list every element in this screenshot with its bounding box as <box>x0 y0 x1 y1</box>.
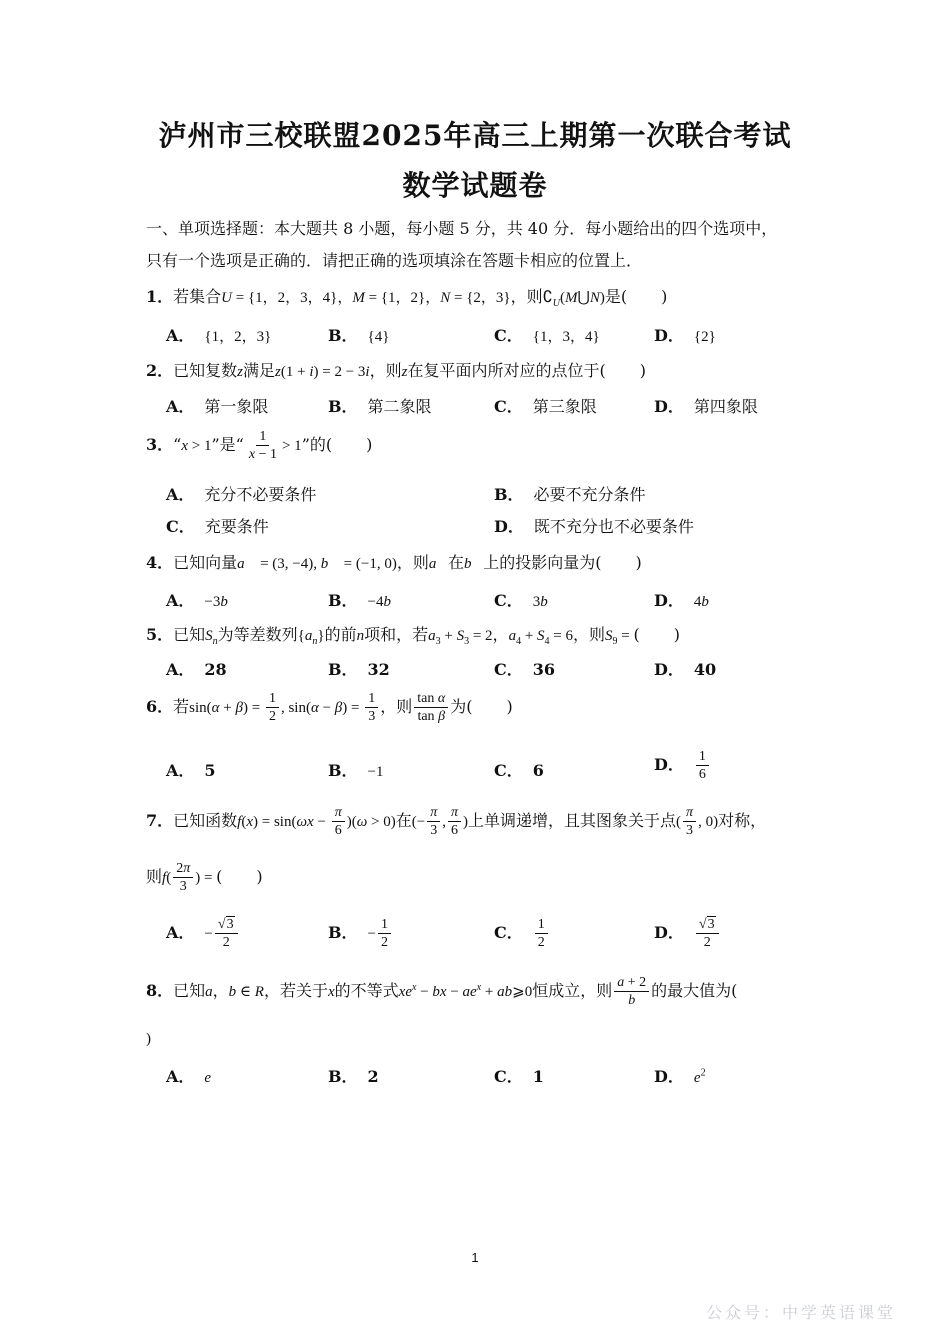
question-number: 1． <box>146 287 174 306</box>
q1-option-b[interactable]: B． {4} <box>328 326 390 345</box>
q4-option-b[interactable]: B． −4b⃗ <box>328 591 403 610</box>
q5-option-a[interactable]: A． 28 <box>166 660 227 679</box>
q3-option-d[interactable]: D． 既不充分也不必要条件 <box>494 517 694 536</box>
q7-option-d[interactable]: D． $\frac{√3}{2}$ <box>654 916 721 951</box>
q1-option-c[interactable]: C． {1，3，4} <box>494 326 600 345</box>
question-4: 4．已知向量a⃗ = (3, −4), b⃗ = (−1, 0)，则a⃗在b⃗上的投影向量为( ) <box>146 553 642 572</box>
question-3: 3．“x > 1”是“ $\frac{1}{x - 1}$ > 1”的( ) <box>146 429 373 462</box>
section-instruction-line2: 只有一个选项是正确的．请把正确的选项填涂在答题卡相应的位置上． <box>146 251 643 270</box>
q1-option-d[interactable]: D． {2} <box>654 326 716 345</box>
question-1: 1．若集合U = {1，2，3，4}，M = {1，2}，N = {2，3}，则$∁_U(M⋃N)$是( ) <box>146 287 668 310</box>
q8-option-d[interactable]: D． $e^2$ <box>654 1067 706 1086</box>
q3-option-a[interactable]: A． 充分不必要条件 <box>166 485 317 504</box>
q1-option-a[interactable]: A． {1，2，3} <box>166 326 272 345</box>
page-subtitle: 数学试题卷 <box>402 169 548 202</box>
question-2: 2．已知复数z满足z(1 + i) = 2 − 3i，则z在复平面内所对应的点位于( ) <box>146 361 646 380</box>
q8-option-c[interactable]: C． 1 <box>494 1067 544 1086</box>
q6-option-c[interactable]: C． 6 <box>494 761 544 780</box>
q2-option-b[interactable]: B． 第二象限 <box>328 397 432 416</box>
q7-option-a[interactable]: A． − $\frac{√3}{2}$ <box>166 916 240 951</box>
question-7-line2: 则f( $\frac{2\pi}{3}$ ) = ( ) <box>146 861 263 894</box>
q4-option-d[interactable]: D． 4b⃗ <box>654 591 721 610</box>
q6-option-b[interactable]: B． −1 <box>328 761 384 780</box>
q5-option-b[interactable]: B． 32 <box>328 660 390 679</box>
q4-option-a[interactable]: A． −3b⃗ <box>166 591 240 610</box>
question-7: 7．已知函数f(x) = sin(ωx − $\frac{\pi}{6}$ )(ω > 0)在(− $\frac{\pi}{3}$ , $\frac{\pi}{6}$ )上单调递增，且其图象关于点( $\frac{\pi}{3}$ , 0)对称， <box>146 805 767 838</box>
q5-option-d[interactable]: D． 40 <box>654 660 717 679</box>
q2-option-c[interactable]: C． 第三象限 <box>494 397 597 416</box>
q3-option-c[interactable]: C． 充要条件 <box>166 517 269 536</box>
page-title: 泸州市三校联盟2025年高三上期第一次联合考试 <box>158 119 792 152</box>
question-6: 6．若sin(α + β) = $\frac{1}{2}$ , sin(α − β) = $\frac{1}{3}$ ，则 $\frac{\text{tan α}}{\text{tan β}}$ 为( ) <box>146 691 513 724</box>
page-number: 1 <box>471 1250 479 1265</box>
q5-option-c[interactable]: C． 36 <box>494 660 556 679</box>
question-8-line2: ) <box>146 1031 151 1047</box>
q2-option-d[interactable]: D． 第四象限 <box>654 397 758 416</box>
q6-option-d[interactable]: D． $\frac{1}{6}$ <box>654 748 711 783</box>
q8-option-b[interactable]: B． 2 <box>328 1067 379 1086</box>
q7-option-b[interactable]: B． − $\frac{1}{2}$ <box>328 916 393 951</box>
q4-option-c[interactable]: C． 3b⃗ <box>494 591 560 610</box>
q6-option-a[interactable]: A． 5 <box>166 761 216 780</box>
q3-option-b[interactable]: B． 必要不充分条件 <box>494 485 646 504</box>
section-instruction-line1: 一、单项选择题：本大题共 8 小题，每小题 5 分，共 40 分．每小题给出的四个选项中， <box>146 219 778 238</box>
q2-option-a[interactable]: A． 第一象限 <box>166 397 269 416</box>
q7-option-c[interactable]: C． $\frac{1}{2}$ <box>494 916 550 951</box>
q8-option-a[interactable]: A． e <box>166 1067 212 1086</box>
watermark: 公众号：中学英语课堂 <box>706 1303 897 1322</box>
question-8: 8．已知a，b ∈ R，若关于x的不等式$xe^x$ − bx − $ae^x$ + ab⩾0恒成立，则 $\frac{a + 2}{b}$ 的最大值为( <box>146 975 738 1008</box>
question-5: 5．已知$S_n$为等差数列$\{a_n\}$的前n项和，若$a_3 + S_3 = 2$，$a_4 + S_4 = 6$，则$S_9$ = ( ) <box>146 625 680 648</box>
